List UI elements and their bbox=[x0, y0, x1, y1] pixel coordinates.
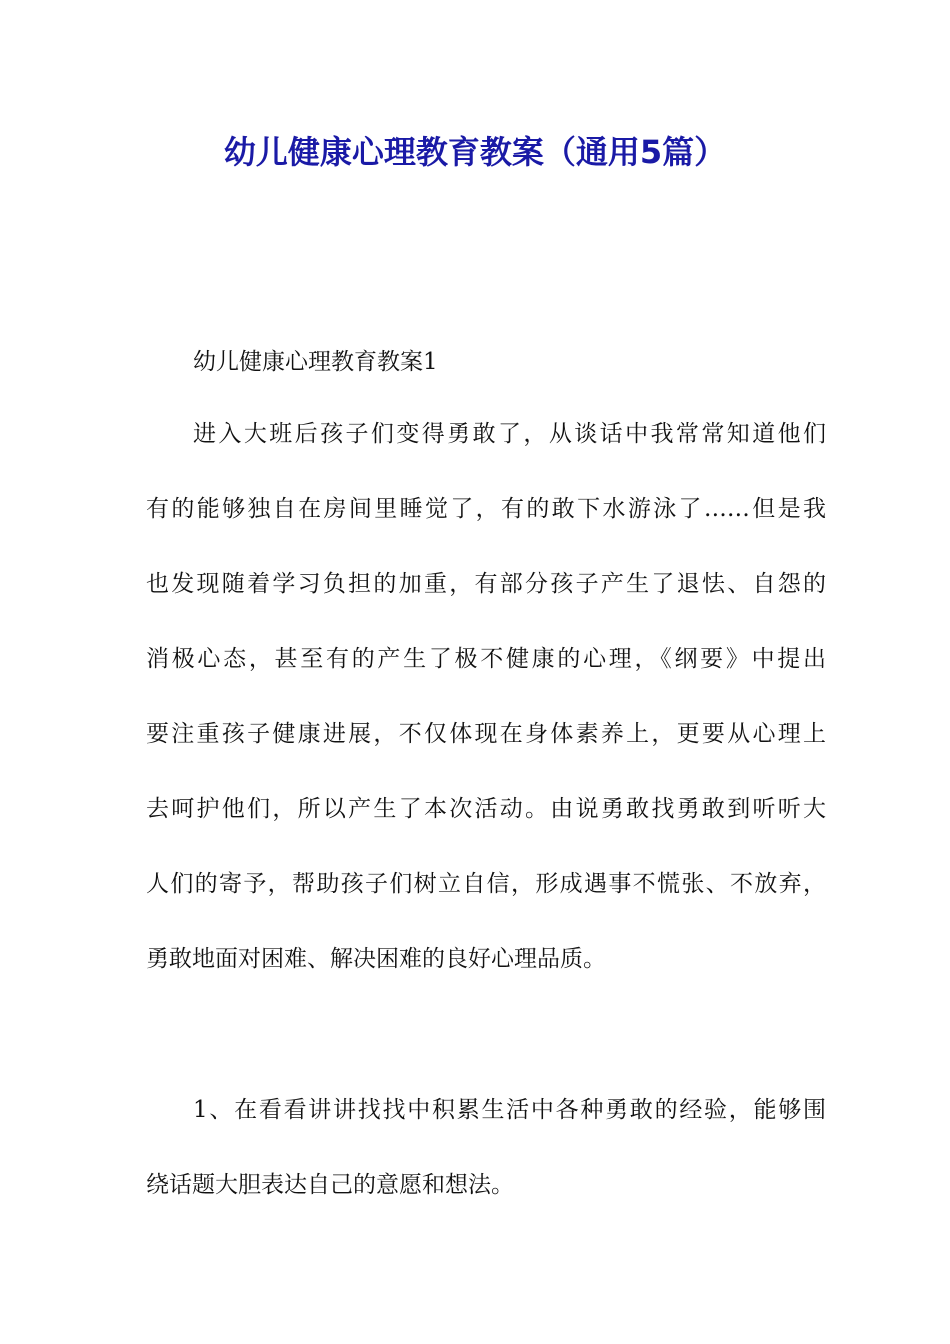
paragraph-line: 也发现随着学习负担的加重，有部分孩子产生了退怯、自怨的 bbox=[146, 571, 826, 597]
paragraph-line: 人们的寄予，帮助孩子们树立自信，形成遇事不慌张、不放弃， bbox=[146, 871, 826, 897]
section-heading: 幼儿健康心理教育教案1 bbox=[193, 349, 438, 375]
paragraph-line: 进入大班后孩子们变得勇敢了，从谈话中我常常知道他们 bbox=[193, 421, 826, 447]
goal-paragraph bbox=[146, 1090, 826, 1205]
paragraph-line: 去呵护他们，所以产生了本次活动。由说勇敢找勇敢到听听大 bbox=[146, 796, 826, 822]
paragraph-line: 绕话题大胆表达自己的意愿和想法。 bbox=[146, 1172, 514, 1198]
paragraph-line: 有的能够独自在房间里睡觉了，有的敢下水游泳了……但是我 bbox=[146, 496, 826, 522]
paragraph-line: 消极心态，甚至有的产生了极不健康的心理，《纲要》中提出 bbox=[146, 646, 826, 672]
paragraph-line: 要注重孩子健康进展，不仅体现在身体素养上，更要从心理上 bbox=[146, 721, 826, 747]
paragraph-line: 1、在看看讲讲找找中积累生活中各种勇敢的经验，能够围 bbox=[193, 1097, 826, 1123]
paragraph-line: 勇敢地面对困难、解决困难的良好心理品质。 bbox=[146, 946, 606, 972]
intro-paragraph bbox=[146, 414, 826, 979]
document-title: 幼儿健康心理教育教案（通用5篇） bbox=[223, 133, 727, 171]
